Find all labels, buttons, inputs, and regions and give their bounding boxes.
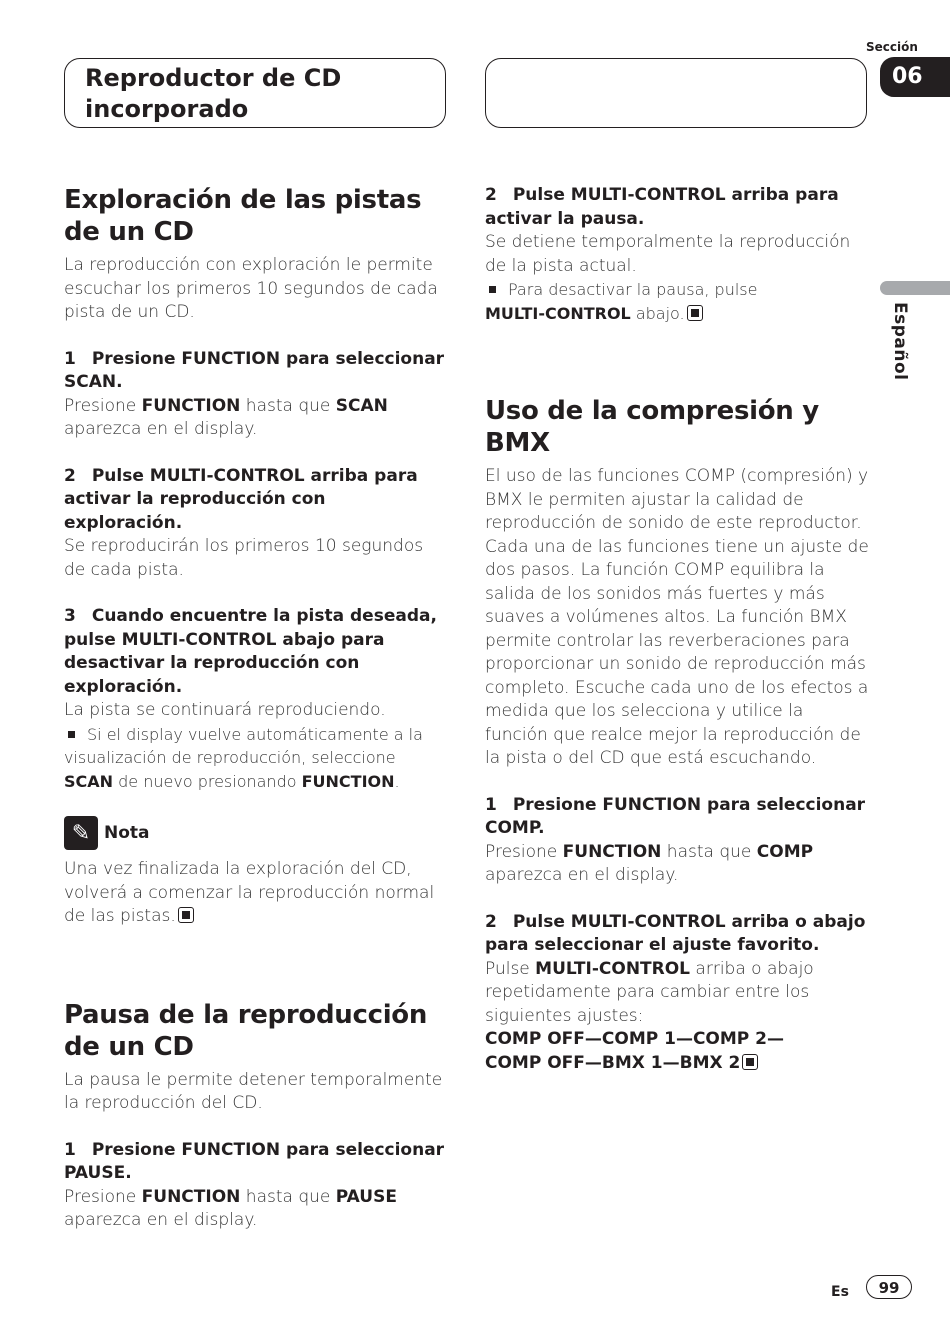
left-column bbox=[64, 184, 449, 1233]
page-number: 99 bbox=[866, 1275, 912, 1299]
note-text: Una vez finalizada la exploración del CD, volverá a comenzar la reproducción normal de las pistas. bbox=[64, 859, 435, 926]
pause-intro: La pausa le permite detener temporalmente la reproducción del CD. bbox=[64, 1069, 443, 1113]
scan-step3-text: La pista se continuará reproduciendo. bbox=[64, 700, 386, 720]
header-empty-box bbox=[485, 58, 867, 128]
footer-language: Es bbox=[831, 1284, 849, 1300]
section-label: Sección bbox=[866, 40, 918, 54]
pencil-icon: ✎ bbox=[64, 816, 98, 850]
comp-step1-text: Presione FUNCTION hasta que COMP aparezca en el display. bbox=[485, 841, 814, 885]
section-number-tab: 06 bbox=[880, 57, 950, 97]
comp-settings-line1: COMP OFF—COMP 1—COMP 2— bbox=[485, 1029, 785, 1049]
pause-bullet: Para desactivar la pausa, pulse MULTI-CONTROL abajo. bbox=[485, 280, 758, 323]
end-mark-icon bbox=[742, 1054, 758, 1070]
scan-intro: La reproducción con exploración le permite escuchar los primeros 10 segundos de cada pista de un CD. bbox=[64, 255, 438, 322]
comp-settings-line2: COMP OFF—BMX 1—BMX 2 bbox=[485, 1052, 870, 1076]
bullet-square-icon bbox=[68, 731, 75, 738]
bullet-square-icon bbox=[489, 286, 496, 293]
section-title: Reproductor de CD incorporado bbox=[85, 64, 342, 123]
pause-step1-title: 1 Presione FUNCTION para seleccionar PAUSE. bbox=[64, 1139, 445, 1183]
pause-step1-text: Presione FUNCTION hasta que PAUSE aparezca en el display. bbox=[64, 1186, 397, 1230]
pause-step2-text: Se detiene temporalmente la reproducción de la pista actual. bbox=[485, 232, 851, 276]
comp-step2-text: Pulse MULTI-CONTROL arriba o abajo repetidamente para cambiar entre los siguientes ajustes: bbox=[485, 958, 814, 1026]
scan-step2-title: 2 Pulse MULTI-CONTROL arriba para activar la reproducción con exploración. bbox=[64, 465, 418, 533]
pause-heading: Pausa de la reproducción de un CD bbox=[64, 999, 428, 1062]
end-mark-icon bbox=[178, 907, 194, 923]
language-tab-label: Español bbox=[890, 302, 910, 381]
scan-step1-title: 1 Presione FUNCTION para seleccionar SCAN. bbox=[64, 348, 445, 392]
comp-step2-title: 2 Pulse MULTI-CONTROL arriba o abajo para seleccionar el ajuste favorito. bbox=[485, 911, 866, 955]
comp-heading: Uso de la compresión y BMX bbox=[485, 396, 819, 458]
scan-step1-text: Presione FUNCTION hasta que SCAN aparezca en el display. bbox=[64, 395, 388, 439]
end-mark-icon bbox=[687, 305, 703, 321]
note-header bbox=[64, 816, 449, 850]
scan-bullet: Si el display vuelve automáticamente a la visualización de reproducción, seleccione SCAN de nuevo presionando FUNCTION. bbox=[64, 724, 423, 791]
right-column bbox=[485, 184, 870, 1075]
scan-heading: Exploración de las pistas de un CD bbox=[64, 185, 422, 247]
pause-step2-title: 2 Pulse MULTI-CONTROL arriba para activar la pausa. bbox=[485, 185, 839, 229]
language-tab-bar bbox=[880, 281, 950, 295]
scan-step3-title: 3 Cuando encuentre la pista deseada, pulse MULTI-CONTROL abajo para desactivar la reproducción con exploración. bbox=[64, 606, 437, 697]
note-label: Nota bbox=[104, 823, 150, 843]
comp-intro: El uso de las funciones COMP (compresión) y BMX le permiten ajustar la calidad de reproducción de sonido de este reproductor. Cada una de las funciones tiene un ajuste de dos pasos. La función COMP equilibra la salida de los sonidos más fuertes y más suaves a volúmenes altos. La función BMX permite controlar las reverberaciones para proporcionar un sonido de reproducción más completo. Escuche cada uno de los efectos a medida que los selecciona y utilice la función que realce mejor la reproducción de la pista o del CD que está escuchando. bbox=[485, 466, 869, 768]
comp-step1-title: 1 Presione FUNCTION para seleccionar COMP. bbox=[485, 794, 866, 838]
scan-step2-text: Se reproducirán los primeros 10 segundos de cada pista. bbox=[64, 536, 424, 580]
section-title-box bbox=[64, 58, 446, 128]
